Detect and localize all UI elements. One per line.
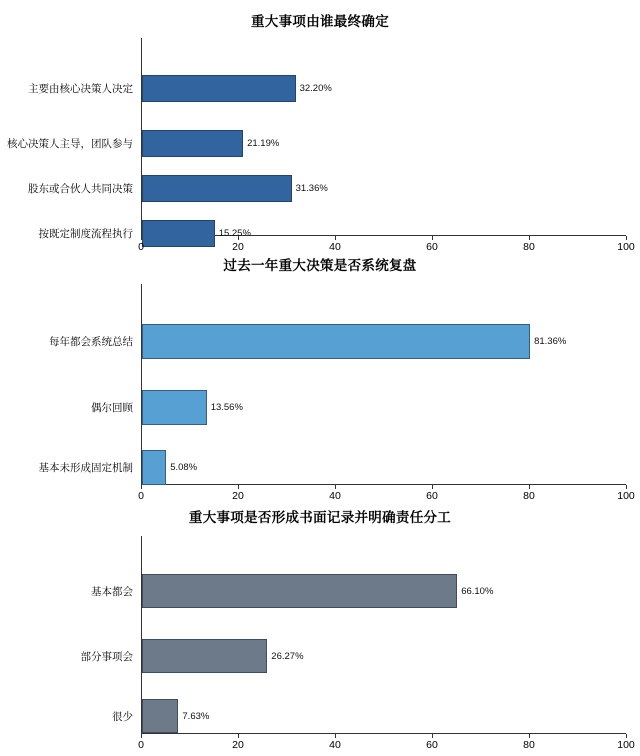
chart-3-bar-2[interactable]	[142, 639, 267, 673]
chart-1-tick-5	[626, 236, 627, 240]
chart-3-tick-label-2: 40	[329, 739, 341, 751]
chart-3-title: 重大事项是否形成书面记录并明确责任分工	[188, 510, 452, 525]
chart-3-bar-2-value: 26.27%	[271, 650, 304, 662]
chart-1-tick-label-0: 0	[138, 241, 144, 253]
chart-3-category-3: 很少	[112, 710, 133, 723]
chart-1-bar-1[interactable]	[142, 75, 296, 102]
chart-3-bar-row-2	[80, 639, 304, 673]
chart-3-tick-label-1: 20	[232, 739, 244, 751]
chart-2-tick-4	[529, 485, 530, 489]
chart-2-bar-1-value: 81.36%	[534, 336, 567, 347]
chart-3-bar-3[interactable]	[142, 699, 178, 733]
chart-2-tick-3	[432, 485, 433, 489]
chart-1-title: 重大事项由谁最终确定	[251, 14, 389, 29]
chart-2-category-3: 基本未形成固定机制	[38, 462, 133, 474]
chart-1-tick-label-4: 80	[523, 241, 535, 253]
chart-2	[0, 250, 640, 502]
chart-1-tick-4	[529, 236, 530, 240]
chart-2-category-2: 偶尔回顾	[91, 402, 133, 414]
chart-3-plot	[80, 536, 626, 734]
chart-2-bar-row-3	[38, 450, 198, 485]
chart-1-tick-0	[141, 236, 142, 240]
chart-1	[0, 0, 640, 253]
chart-3-bar-row-3	[112, 699, 210, 733]
chart-2-tick-5	[626, 485, 627, 489]
chart-2-tick-2	[335, 485, 336, 489]
chart-2-bar-1[interactable]	[142, 324, 530, 359]
chart-1-tick-label-1: 20	[232, 241, 244, 253]
chart-2-bar-3-value: 5.08%	[170, 462, 198, 473]
chart-2-tick-label-0: 0	[138, 490, 144, 502]
chart-1-tick-label-5: 100	[617, 241, 635, 253]
chart-3-tick-0	[141, 734, 142, 738]
chart-2-bar-row-2	[91, 390, 243, 425]
chart-3-bar-3-value: 7.63%	[182, 710, 210, 722]
chart-3-tick-label-3: 60	[426, 739, 438, 751]
chart-2-tick-1	[238, 485, 239, 489]
chart-1-plot-area	[7, 38, 635, 258]
chart-3	[0, 502, 640, 752]
chart-3-bar-1-value: 66.10%	[461, 585, 494, 597]
chart-2-bar-2[interactable]	[142, 390, 207, 425]
chart-1-bar-2-value: 21.19%	[247, 138, 280, 149]
chart-1-category-1: 主要由核心决策人决定	[28, 83, 133, 95]
chart-2-tick-0	[141, 485, 142, 489]
chart-1-bar-1-value: 32.20%	[299, 83, 332, 94]
chart-1-plot	[7, 38, 626, 240]
chart-3-tick-2	[335, 734, 336, 738]
chart-1-tick-label-2: 40	[329, 241, 341, 253]
chart-3-bar-row-1	[91, 574, 494, 608]
chart-3-bar-1[interactable]	[142, 574, 457, 608]
chart-3-tick-1	[238, 734, 239, 738]
chart-1-tick-label-3: 60	[426, 241, 438, 253]
chart-2-category-1: 每年都会系统总结	[49, 336, 133, 348]
chart-1-bar-row-3	[28, 175, 328, 202]
chart-2-bar-3[interactable]	[142, 450, 166, 485]
chart-2-tick-label-5: 100	[617, 490, 635, 502]
chart-1-bar-2[interactable]	[142, 130, 243, 157]
chart-3-tick-4	[529, 734, 530, 738]
chart-1-tick-3	[432, 236, 433, 240]
chart-2-bar-2-value: 13.56%	[210, 402, 243, 413]
chart-3-tick-5	[626, 734, 627, 738]
chart-2-tick-label-4: 80	[523, 490, 535, 502]
chart-3-category-2: 部分事项会	[80, 650, 133, 663]
chart-3-tick-3	[432, 734, 433, 738]
chart-3-tick-label-4: 80	[523, 739, 535, 751]
chart-1-bar-4-value: 15.25%	[218, 228, 251, 239]
chart-3-tick-label-5: 100	[617, 739, 635, 751]
chart-2-tick-label-1: 20	[232, 490, 244, 502]
chart-1-category-4: 按既定制度流程执行	[38, 228, 133, 240]
chart-1-tick-2	[335, 236, 336, 240]
chart-1-bar-row-1	[28, 75, 332, 102]
chart-1-bar-3[interactable]	[142, 175, 292, 202]
chart-1-tick-1	[238, 236, 239, 240]
chart-1-category-2: 核心决策人主导，团队参与	[7, 138, 133, 150]
chart-3-tick-label-0: 0	[138, 739, 144, 751]
chart-3-plot-area	[80, 536, 635, 756]
chart-3-x-axis	[138, 734, 635, 756]
chart-2-tick-label-2: 40	[329, 490, 341, 502]
chart-3-category-1: 基本都会	[91, 585, 133, 598]
chart-2-bar-row-1	[49, 324, 567, 359]
chart-2-tick-label-3: 60	[426, 490, 438, 502]
chart-1-bar-row-2	[7, 130, 280, 157]
chart-2-plot-area	[38, 284, 635, 507]
chart-2-plot	[38, 284, 626, 485]
chart-1-category-3: 股东或合伙人共同决策	[28, 183, 133, 195]
chart-1-bar-3-value: 31.36%	[295, 183, 328, 194]
chart-2-title: 过去一年重大决策是否系统复盘	[223, 258, 417, 273]
